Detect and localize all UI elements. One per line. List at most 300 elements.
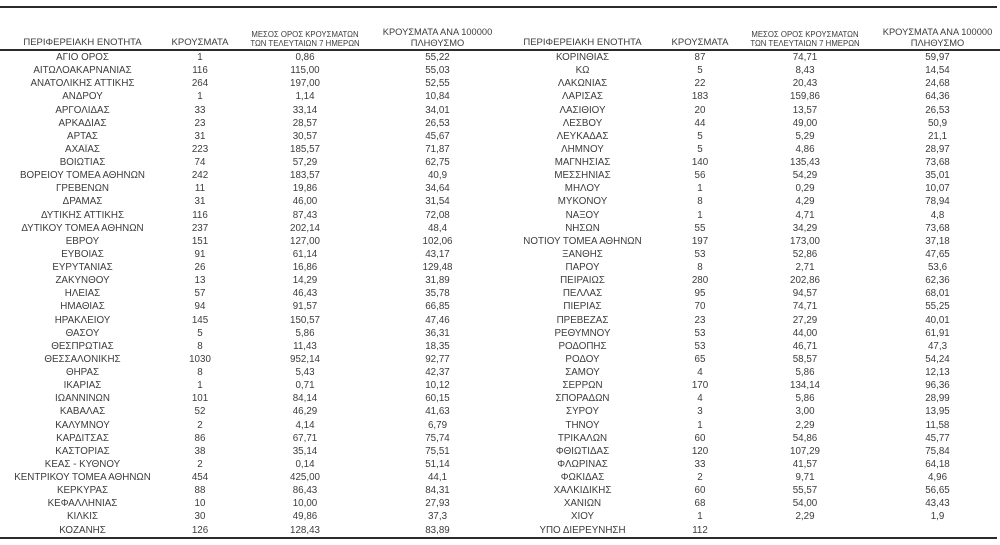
cases-cell: 20 bbox=[694, 104, 706, 116]
cases-cell: 5 bbox=[197, 327, 203, 339]
avg7-cell: 3,00 bbox=[795, 406, 815, 418]
table-row bbox=[0, 77, 500, 90]
avg7-cell: 46,43 bbox=[292, 288, 318, 300]
table-row bbox=[500, 143, 1000, 156]
cases-cell: 1 bbox=[197, 52, 203, 64]
region-cell: ΜΕΣΣΗΝΙΑΣ bbox=[554, 170, 611, 182]
cases-cell: 242 bbox=[191, 170, 209, 182]
per100k-cell: 55,25 bbox=[925, 301, 950, 313]
table-row bbox=[0, 248, 500, 261]
cases-cell: 1 bbox=[197, 380, 203, 392]
table-row bbox=[0, 445, 500, 458]
cases-cell: 151 bbox=[191, 235, 209, 247]
region-cell: ΚΕΡΚΥΡΑΣ bbox=[56, 485, 109, 497]
avg7-cell: 49,00 bbox=[792, 117, 818, 129]
cases-cell: 183 bbox=[691, 91, 709, 103]
table-row bbox=[500, 327, 1000, 340]
table-row bbox=[0, 51, 500, 64]
per100k-cell: 60,15 bbox=[425, 393, 450, 405]
per100k-cell: 40,9 bbox=[427, 170, 448, 182]
region-cell: ΠΑΡΟΥ bbox=[565, 262, 600, 274]
region-cell: ΑΝΑΤΟΛΙΚΗΣ ΑΤΤΙΚΗΣ bbox=[30, 78, 135, 90]
avg7-cell: 0,29 bbox=[795, 183, 815, 195]
per100k-cell: 4,8 bbox=[930, 209, 945, 221]
table-row bbox=[0, 104, 500, 117]
table-row bbox=[0, 169, 500, 182]
avg7-cell: 54,86 bbox=[792, 432, 818, 444]
cases-cell: 1 bbox=[697, 183, 703, 195]
region-cell: ΚΕΝΤΡΙΚΟΥ ΤΟΜΕΑ ΑΘΗΝΩΝ bbox=[14, 472, 151, 484]
cases-cell: 91 bbox=[194, 248, 206, 260]
avg7-cell: 5,86 bbox=[795, 393, 815, 405]
table-row bbox=[500, 156, 1000, 169]
per100k-cell: 75,74 bbox=[425, 432, 450, 444]
region-cell: ΦΛΩΡΙΝΑΣ bbox=[557, 458, 608, 470]
avg7-cell: 107,29 bbox=[790, 445, 820, 457]
avg7-cell: 35,14 bbox=[292, 445, 318, 457]
bottom-rule bbox=[0, 537, 997, 539]
avg7-cell: 67,71 bbox=[292, 432, 318, 444]
table-row bbox=[0, 287, 500, 300]
table-row bbox=[500, 340, 1000, 353]
region-cell: ΕΥΒΟΙΑΣ bbox=[61, 248, 104, 260]
region-cell: ΓΡΕΒΕΝΩΝ bbox=[55, 183, 109, 195]
cases-cell: 23 bbox=[694, 314, 706, 326]
table-row bbox=[500, 353, 1000, 366]
column-header-per100k bbox=[875, 27, 1000, 48]
region-cell: ΚΕΦΑΛΛΗΝΙΑΣ bbox=[47, 498, 118, 510]
table-row bbox=[0, 497, 500, 510]
avg7-cell: 185,57 bbox=[290, 143, 320, 155]
cases-cell: 70 bbox=[694, 301, 706, 313]
avg7-cell: 159,86 bbox=[790, 91, 820, 103]
region-cell: ΧΙΟΥ bbox=[570, 511, 595, 523]
column-header-region: ΠΕΡΙΦΕΡΕΙΑΚΗ ΕΝΟΤΗΤΑ bbox=[523, 37, 642, 48]
top-rule bbox=[0, 6, 997, 8]
table-row bbox=[500, 524, 1000, 537]
region-cell: ΠΕΛΛΑΣ bbox=[562, 288, 603, 300]
table-row bbox=[500, 130, 1000, 143]
avg7-cell: 128,43 bbox=[290, 524, 320, 536]
avg7-cell: 4,14 bbox=[295, 419, 315, 431]
region-cell: ΑΙΤΩΛΟΑΚΑΡΝΑΝΙΑΣ bbox=[33, 65, 132, 77]
cases-cell: 11 bbox=[194, 183, 206, 195]
table-left bbox=[0, 23, 500, 537]
column-header-per100k-line2: ΠΛΗΘΥΣΜΟ bbox=[410, 37, 465, 48]
per100k-cell: 42,37 bbox=[425, 367, 450, 379]
table-row bbox=[500, 90, 1000, 103]
table-row bbox=[500, 169, 1000, 182]
per100k-cell: 34,01 bbox=[425, 104, 450, 116]
cases-cell: 86 bbox=[194, 432, 206, 444]
region-cell: ΛΑΣΙΘΙΟΥ bbox=[559, 104, 606, 116]
table-row bbox=[0, 405, 500, 418]
per100k-cell: 40,01 bbox=[925, 314, 950, 326]
table-row bbox=[0, 64, 500, 77]
avg7-cell: 2,71 bbox=[795, 262, 815, 274]
region-cell: ΕΥΡΥΤΑΝΙΑΣ bbox=[52, 262, 113, 274]
per100k-cell: 55,22 bbox=[425, 52, 450, 64]
cases-cell: 31 bbox=[194, 130, 206, 142]
per100k-cell: 4,96 bbox=[927, 472, 948, 484]
region-cell: ΣΠΟΡΑΔΩΝ bbox=[555, 393, 610, 405]
per100k-cell: 31,89 bbox=[425, 275, 450, 287]
table-row bbox=[500, 182, 1000, 195]
avg7-cell: 94,57 bbox=[792, 288, 818, 300]
avg7-cell: 54,00 bbox=[792, 498, 818, 510]
avg7-cell: 5,29 bbox=[795, 130, 815, 142]
table-row bbox=[500, 51, 1000, 64]
per100k-cell: 26,53 bbox=[425, 117, 450, 129]
per100k-cell: 72,08 bbox=[425, 209, 450, 221]
per100k-cell: 45,67 bbox=[425, 130, 450, 142]
avg7-cell: 115,00 bbox=[290, 65, 320, 77]
avg7-cell: 49,86 bbox=[292, 511, 318, 523]
avg7-cell: 30,57 bbox=[292, 130, 318, 142]
table-row bbox=[500, 484, 1000, 497]
region-cell: ΘΑΣΟΥ bbox=[65, 327, 100, 339]
avg7-cell: 197,00 bbox=[290, 78, 320, 90]
table-row bbox=[500, 366, 1000, 379]
column-header-avg7-line1: ΜΕΣΟΣ ΟΡΟΣ ΚΡΟΥΣΜΑΤΩΝ bbox=[251, 30, 359, 39]
table-row bbox=[500, 405, 1000, 418]
per100k-cell: 75,84 bbox=[925, 445, 950, 457]
table-row bbox=[500, 471, 1000, 484]
avg7-cell: 14,29 bbox=[292, 275, 318, 287]
per100k-cell: 31,54 bbox=[425, 196, 450, 208]
table-row bbox=[0, 143, 500, 156]
region-cell: ΔΡΑΜΑΣ bbox=[62, 196, 103, 208]
per100k-cell: 10,84 bbox=[425, 91, 450, 103]
cases-cell: 170 bbox=[691, 380, 709, 392]
per100k-cell: 48,4 bbox=[427, 222, 448, 234]
cases-cell: 126 bbox=[191, 524, 209, 536]
cases-cell: 8 bbox=[697, 196, 703, 208]
per100k-cell: 47,46 bbox=[425, 314, 450, 326]
per100k-cell: 13,95 bbox=[925, 406, 950, 418]
cases-cell: 38 bbox=[194, 445, 206, 457]
per100k-cell: 56,65 bbox=[925, 485, 950, 497]
region-cell: ΦΘΙΩΤΙΔΑΣ bbox=[555, 445, 610, 457]
avg7-cell: 0,14 bbox=[295, 458, 315, 470]
table-row bbox=[0, 340, 500, 353]
cases-cell: 140 bbox=[691, 157, 709, 169]
per100k-cell: 14,54 bbox=[925, 65, 950, 77]
cases-cell: 23 bbox=[194, 117, 206, 129]
cases-cell: 2 bbox=[197, 458, 203, 470]
per100k-cell: 47,65 bbox=[925, 248, 950, 260]
region-cell: ΣΑΜΟΥ bbox=[565, 367, 600, 379]
region-cell: ΚΟΖΑΝΗΣ bbox=[59, 524, 106, 536]
region-cell: ΗΜΑΘΙΑΣ bbox=[60, 301, 105, 313]
column-header-avg7 bbox=[235, 30, 375, 48]
table-body bbox=[500, 51, 1000, 537]
per100k-cell: 35,78 bbox=[425, 288, 450, 300]
column-header-cases: ΚΡΟΥΣΜΑΤΑ bbox=[171, 37, 229, 48]
avg7-cell: 34,29 bbox=[792, 222, 818, 234]
per100k-cell: 71,87 bbox=[425, 143, 450, 155]
per100k-cell: 24,68 bbox=[925, 78, 950, 90]
avg7-cell: 46,00 bbox=[292, 196, 318, 208]
table-row bbox=[500, 419, 1000, 432]
cases-cell: 94 bbox=[194, 301, 206, 313]
avg7-cell: 84,14 bbox=[292, 393, 318, 405]
avg7-cell: 952,14 bbox=[290, 353, 320, 365]
column-header-avg7-line1: ΜΕΣΟΣ ΟΡΟΣ ΚΡΟΥΣΜΑΤΩΝ bbox=[751, 30, 859, 39]
region-cell: ΛΑΡΙΣΑΣ bbox=[562, 91, 603, 103]
table-row bbox=[0, 209, 500, 222]
per100k-cell: 34,64 bbox=[425, 183, 450, 195]
per100k-cell: 45,77 bbox=[925, 432, 950, 444]
cases-cell: 112 bbox=[692, 524, 708, 536]
cases-cell: 5 bbox=[697, 143, 703, 155]
cases-cell: 56 bbox=[694, 170, 706, 182]
avg7-cell: 52,86 bbox=[792, 248, 818, 260]
avg7-cell: 425,00 bbox=[290, 472, 320, 484]
cases-cell: 60 bbox=[694, 432, 706, 444]
avg7-cell: 2,29 bbox=[795, 511, 815, 523]
column-header-avg7 bbox=[735, 30, 875, 48]
table-row bbox=[0, 261, 500, 274]
per100k-cell: 10,12 bbox=[425, 380, 450, 392]
per100k-cell: 59,97 bbox=[925, 52, 950, 64]
region-cell: ΔΥΤΙΚΗΣ ΑΤΤΙΚΗΣ bbox=[40, 209, 125, 221]
avg7-cell: 0,71 bbox=[295, 380, 315, 392]
per100k-cell: 43,43 bbox=[925, 498, 950, 510]
avg7-cell: 57,29 bbox=[292, 157, 318, 169]
table-row bbox=[0, 195, 500, 208]
per100k-cell: 43,17 bbox=[425, 248, 450, 260]
per100k-cell: 64,18 bbox=[925, 458, 950, 470]
table-row bbox=[500, 222, 1000, 235]
avg7-cell: 61,14 bbox=[292, 248, 318, 260]
per100k-cell: 37,18 bbox=[925, 235, 950, 247]
avg7-cell: 16,86 bbox=[292, 262, 318, 274]
region-cell: ΖΑΚΥΝΘΟΥ bbox=[55, 275, 110, 287]
avg7-cell: 8,43 bbox=[795, 65, 815, 77]
table-row bbox=[0, 353, 500, 366]
cases-cell: 145 bbox=[191, 314, 209, 326]
region-cell: ΠΙΕΡΙΑΣ bbox=[563, 301, 602, 313]
cases-cell: 53 bbox=[694, 248, 706, 260]
cases-cell: 53 bbox=[694, 340, 706, 352]
region-cell: ΝΗΣΩΝ bbox=[565, 222, 600, 234]
column-header-avg7-line2: ΤΩΝ ΤΕΛΕΥΤΑΙΩΝ 7 ΗΜΕΡΩΝ bbox=[750, 39, 860, 48]
region-cell: ΝΟΤΙΟΥ ΤΟΜΕΑ ΑΘΗΝΩΝ bbox=[523, 235, 642, 247]
per100k-cell: 27,93 bbox=[425, 498, 450, 510]
per100k-cell: 73,68 bbox=[925, 157, 950, 169]
cases-cell: 8 bbox=[697, 262, 703, 274]
avg7-cell: 27,29 bbox=[792, 314, 818, 326]
avg7-cell: 55,57 bbox=[792, 485, 818, 497]
tables-container bbox=[0, 23, 1000, 537]
cases-cell: 3 bbox=[697, 406, 703, 418]
per100k-cell: 37,3 bbox=[427, 511, 448, 523]
table-row bbox=[0, 222, 500, 235]
per100k-cell: 68,01 bbox=[925, 288, 950, 300]
cases-cell: 1 bbox=[697, 511, 703, 523]
table-row bbox=[0, 432, 500, 445]
table-row bbox=[500, 248, 1000, 261]
per100k-cell: 62,75 bbox=[425, 157, 450, 169]
table-row bbox=[500, 117, 1000, 130]
region-cell: ΚΑΡΔΙΤΣΑΣ bbox=[56, 432, 109, 444]
avg7-cell: 1,14 bbox=[295, 91, 315, 103]
cases-cell: 95 bbox=[694, 288, 706, 300]
per100k-cell: 129,48 bbox=[422, 262, 453, 274]
column-header-per100k-line1: ΚΡΟΥΣΜΑΤΑ ΑΝΑ 100000 bbox=[382, 27, 493, 37]
region-cell: ΡΟΔΟΠΗΣ bbox=[558, 340, 607, 352]
cases-cell: 5 bbox=[697, 130, 703, 142]
per100k-cell: 6,79 bbox=[427, 419, 448, 431]
cases-cell: 55 bbox=[694, 222, 706, 234]
avg7-cell: 150,57 bbox=[290, 314, 320, 326]
table-row bbox=[0, 182, 500, 195]
region-cell: ΜΥΚΟΝΟΥ bbox=[557, 196, 608, 208]
cases-cell: 57 bbox=[194, 288, 206, 300]
region-cell: ΠΕΙΡΑΙΩΣ bbox=[560, 275, 605, 287]
table-row bbox=[0, 314, 500, 327]
region-cell: ΚΩ bbox=[575, 65, 590, 77]
avg7-cell: 58,57 bbox=[792, 353, 818, 365]
region-cell: ΔΥΤΙΚΟΥ ΤΟΜΕΑ ΑΘΗΝΩΝ bbox=[21, 222, 144, 234]
avg7-cell: 87,43 bbox=[292, 209, 318, 221]
column-header-avg7-line2: ΤΩΝ ΤΕΛΕΥΤΑΙΩΝ 7 ΗΜΕΡΩΝ bbox=[250, 39, 360, 48]
table-row bbox=[500, 445, 1000, 458]
region-cell: ΡΟΔΟΥ bbox=[565, 353, 600, 365]
cases-cell: 74 bbox=[194, 157, 206, 169]
cases-cell: 223 bbox=[191, 143, 209, 155]
table-row bbox=[0, 130, 500, 143]
region-cell: ΜΗΛΟΥ bbox=[564, 183, 601, 195]
region-cell: ΠΡΕΒΕΖΑΣ bbox=[556, 314, 609, 326]
per100k-cell: 92,77 bbox=[425, 353, 450, 365]
cases-cell: 10 bbox=[194, 498, 206, 510]
avg7-cell: 127,00 bbox=[290, 235, 320, 247]
avg7-cell: 5,86 bbox=[795, 367, 815, 379]
cases-cell: 52 bbox=[194, 406, 206, 418]
avg7-cell: 9,71 bbox=[795, 472, 815, 484]
avg7-cell: 202,14 bbox=[290, 222, 320, 234]
per100k-cell: 102,06 bbox=[422, 235, 453, 247]
region-cell: ΤΡΙΚΑΛΩΝ bbox=[557, 432, 608, 444]
region-cell: ΡΕΘΥΜΝΟΥ bbox=[554, 327, 611, 339]
per100k-cell: 21,1 bbox=[927, 130, 948, 142]
avg7-cell: 86,43 bbox=[292, 485, 318, 497]
region-cell: ΥΠΟ ΔΙΕΡΕΥΝΗΣΗ bbox=[539, 524, 626, 536]
per100k-cell: 18,35 bbox=[425, 340, 450, 352]
region-cell: ΘΕΣΠΡΩΤΙΑΣ bbox=[51, 340, 114, 352]
region-cell: ΛΕΥΚΑΔΑΣ bbox=[556, 130, 609, 142]
region-cell: ΑΡΓΟΛΙΔΑΣ bbox=[55, 104, 110, 116]
per100k-cell: 62,36 bbox=[925, 275, 950, 287]
per100k-cell: 51,14 bbox=[425, 458, 450, 470]
avg7-cell: 134,14 bbox=[790, 380, 820, 392]
table-row bbox=[500, 287, 1000, 300]
cases-cell: 13 bbox=[194, 275, 206, 287]
table-header-row bbox=[500, 23, 1000, 51]
table-row bbox=[500, 497, 1000, 510]
cases-cell: 2 bbox=[697, 472, 703, 484]
cases-cell: 116 bbox=[192, 65, 208, 77]
region-cell: ΣΕΡΡΩΝ bbox=[562, 380, 603, 392]
avg7-cell: 183,57 bbox=[290, 170, 320, 182]
cases-cell: 454 bbox=[191, 472, 209, 484]
avg7-cell: 41,57 bbox=[792, 458, 818, 470]
region-cell: ΚΕΑΣ - ΚΥΘΝΟΥ bbox=[44, 458, 121, 470]
per100k-cell: 36,31 bbox=[425, 327, 450, 339]
table-row bbox=[500, 274, 1000, 287]
cases-cell: 5 bbox=[697, 65, 703, 77]
table-header-row bbox=[0, 23, 500, 51]
table-row bbox=[500, 77, 1000, 90]
table-row bbox=[0, 419, 500, 432]
per100k-cell: 11,58 bbox=[925, 419, 950, 431]
region-cell: ΝΑΞΟΥ bbox=[565, 209, 600, 221]
avg7-cell: 54,29 bbox=[792, 170, 818, 182]
table-row bbox=[500, 300, 1000, 313]
cases-cell: 33 bbox=[694, 458, 706, 470]
table-body bbox=[0, 51, 500, 537]
cases-cell: 197 bbox=[691, 235, 709, 247]
cases-cell: 44 bbox=[694, 117, 706, 129]
cases-cell: 280 bbox=[691, 275, 709, 287]
cases-cell: 264 bbox=[191, 78, 209, 90]
cases-cell: 101 bbox=[191, 393, 209, 405]
region-cell: ΚΙΛΚΙΣ bbox=[66, 511, 99, 523]
region-cell: ΣΥΡΟΥ bbox=[566, 406, 599, 418]
per100k-cell: 54,24 bbox=[925, 353, 950, 365]
per100k-cell: 28,99 bbox=[925, 393, 950, 405]
region-cell: ΚΑΣΤΟΡΙΑΣ bbox=[55, 445, 110, 457]
avg7-cell: 0,86 bbox=[295, 52, 315, 64]
avg7-cell: 20,43 bbox=[792, 78, 818, 90]
table-right bbox=[500, 23, 1000, 537]
region-cell: ΒΟΡΕΙΟΥ ΤΟΜΕΑ ΑΘΗΝΩΝ bbox=[20, 170, 145, 182]
region-cell: ΤΗΝΟΥ bbox=[565, 419, 600, 431]
per100k-cell: 61,91 bbox=[925, 327, 950, 339]
avg7-cell: 11,43 bbox=[293, 340, 317, 352]
region-cell: ΙΚΑΡΙΑΣ bbox=[63, 380, 102, 392]
region-cell: ΛΕΣΒΟΥ bbox=[562, 117, 603, 129]
region-cell: ΞΑΝΘΗΣ bbox=[562, 248, 603, 260]
region-cell: ΑΓΙΟ ΟΡΟΣ bbox=[56, 52, 109, 64]
cases-cell: 53 bbox=[694, 327, 706, 339]
column-header-cases: ΚΡΟΥΣΜΑΤΑ bbox=[671, 37, 729, 48]
cases-cell: 120 bbox=[691, 445, 709, 457]
column-header-per100k-line1: ΚΡΟΥΣΜΑΤΑ ΑΝΑ 100000 bbox=[882, 27, 993, 37]
cases-cell: 88 bbox=[194, 485, 206, 497]
avg7-cell: 10,00 bbox=[292, 498, 318, 510]
table-row bbox=[500, 235, 1000, 248]
per100k-cell: 53,6 bbox=[927, 262, 948, 274]
cases-cell: 68 bbox=[694, 498, 706, 510]
avg7-cell: 4,86 bbox=[795, 143, 815, 155]
avg7-cell: 2,29 bbox=[795, 419, 815, 431]
cases-cell: 26 bbox=[194, 262, 206, 274]
table-row bbox=[500, 104, 1000, 117]
table-row bbox=[0, 510, 500, 523]
table-row bbox=[500, 314, 1000, 327]
per100k-cell: 12,13 bbox=[925, 367, 950, 379]
table-row bbox=[500, 510, 1000, 523]
avg7-cell: 135,43 bbox=[790, 157, 820, 169]
cases-cell: 1 bbox=[197, 91, 203, 103]
table-row bbox=[500, 209, 1000, 222]
table-row bbox=[500, 379, 1000, 392]
region-cell: ΜΑΓΝΗΣΙΑΣ bbox=[554, 157, 611, 169]
region-cell: ΘΕΣΣΑΛΟΝΙΚΗΣ bbox=[44, 353, 121, 365]
